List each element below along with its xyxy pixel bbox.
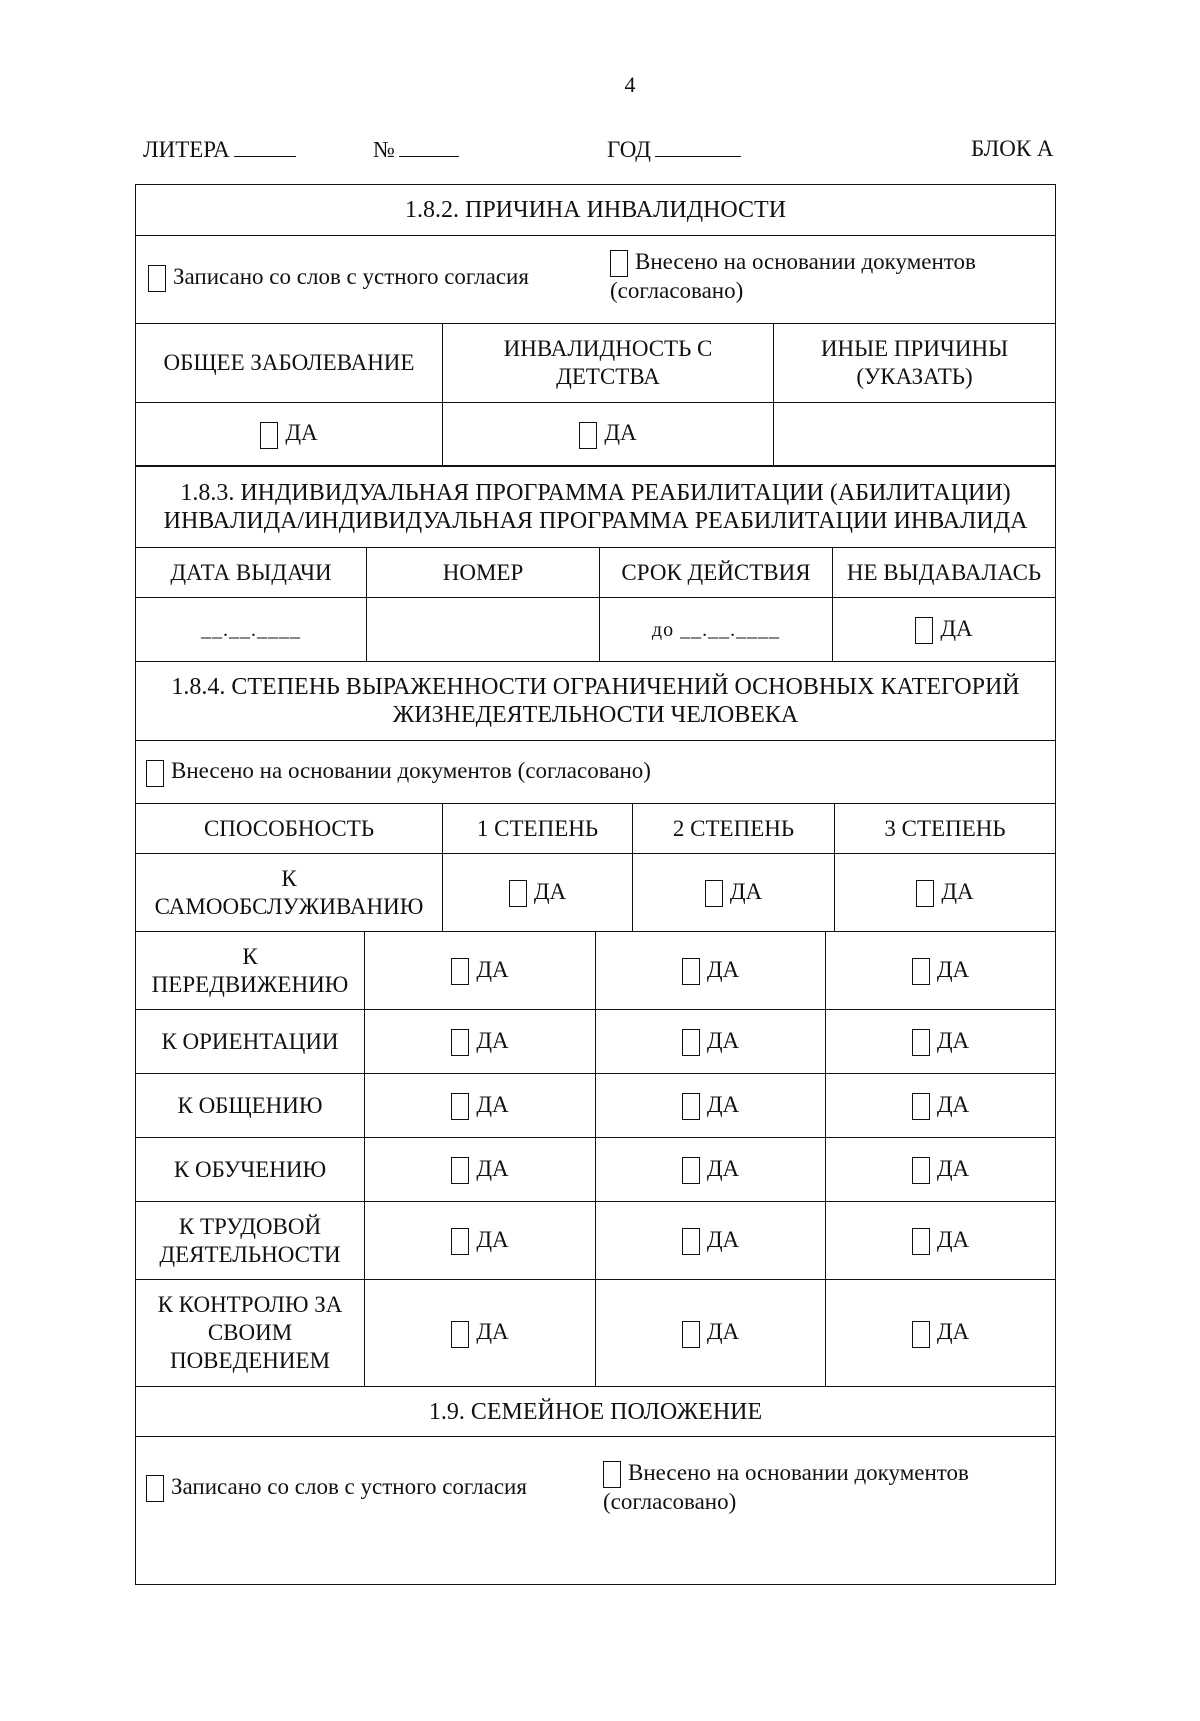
year-label: ГОД	[607, 137, 651, 162]
checkbox-icon[interactable]	[260, 422, 278, 449]
checkbox-icon[interactable]	[682, 1228, 700, 1255]
orientation-deg2[interactable]: ДА	[596, 1010, 826, 1074]
communication-deg3[interactable]: ДА	[826, 1074, 1056, 1138]
option-docs-label-2: (согласовано)	[610, 278, 744, 304]
communication-deg2[interactable]: ДА	[596, 1074, 826, 1138]
issue-date-input[interactable]: __.__.____	[136, 598, 367, 662]
checkbox-icon[interactable]	[916, 880, 934, 907]
checkbox-icon[interactable]	[912, 1029, 930, 1056]
checkbox-icon[interactable]	[912, 1228, 930, 1255]
col-issue-date: ДАТА ВЫДАЧИ	[136, 548, 367, 598]
ability-communication: К ОБЩЕНИЮ	[136, 1074, 365, 1138]
checkbox-icon[interactable]	[451, 1157, 469, 1184]
col-degree-1: 1 СТЕПЕНЬ	[443, 804, 633, 854]
col-degree-3: 3 СТЕПЕНЬ	[835, 804, 1056, 854]
number-label: №	[373, 137, 395, 162]
checkbox-icon[interactable]	[451, 1228, 469, 1255]
ability-work: К ТРУДОВОЙ ДЕЯТЕЛЬНОСТИ	[136, 1202, 365, 1280]
option-documents-1-9[interactable]	[603, 1459, 969, 1516]
behavior-deg1[interactable]: ДА	[365, 1280, 596, 1387]
col-degree-2: 2 СТЕПЕНЬ	[633, 804, 835, 854]
ability-orientation: К ОРИЕНТАЦИИ	[136, 1010, 365, 1074]
checkbox-icon[interactable]	[509, 880, 527, 907]
checkbox-icon[interactable]	[912, 1321, 930, 1348]
checkbox-icon[interactable]	[682, 1321, 700, 1348]
work-deg1[interactable]: ДА	[365, 1202, 596, 1280]
block-label: БЛОК А	[971, 136, 1054, 161]
other-causes-input[interactable]	[774, 403, 1056, 466]
general-yes[interactable]: ДА	[136, 403, 443, 466]
section-title-1-8-4: 1.8.4. СТЕПЕНЬ ВЫРАЖЕННОСТИ ОГРАНИЧЕНИЙ ОСНОВНЫХ КАТЕГОРИЙ ЖИЗНЕДЕЯТЕЛЬНОСТИ ЧЕЛОВЕКА	[136, 662, 1056, 741]
option-oral-label: Записано со слов с устного согласия	[173, 264, 529, 289]
checkbox-icon[interactable]	[705, 880, 723, 907]
checkbox-icon[interactable]	[682, 958, 700, 985]
self-care-deg3[interactable]: ДА	[835, 854, 1056, 932]
number-field[interactable]	[373, 136, 459, 163]
col-other-causes: ИНЫЕ ПРИЧИНЫ (УКАЗАТЬ)	[774, 324, 1056, 403]
learning-deg1[interactable]: ДА	[365, 1138, 596, 1202]
ability-movement: К ПЕРЕДВИЖЕНИЮ	[136, 932, 365, 1010]
col-validity: СРОК ДЕЙСТВИЯ	[600, 548, 833, 598]
checkbox-icon[interactable]	[451, 1321, 469, 1348]
learning-deg3[interactable]: ДА	[826, 1138, 1056, 1202]
validity-input[interactable]: до __.__.____	[600, 598, 833, 662]
learning-deg2[interactable]: ДА	[596, 1138, 826, 1202]
page-number: 4	[624, 72, 636, 97]
checkbox-icon[interactable]	[603, 1461, 621, 1488]
movement-deg1[interactable]: ДА	[365, 932, 596, 1010]
self-care-deg2[interactable]: ДА	[633, 854, 835, 932]
ability-learning: К ОБУЧЕНИЮ	[136, 1138, 365, 1202]
option-oral-consent-1-9[interactable]	[146, 1473, 527, 1502]
checkbox-icon[interactable]	[682, 1093, 700, 1120]
checkbox-icon[interactable]	[682, 1029, 700, 1056]
movement-deg3[interactable]: ДА	[826, 932, 1056, 1010]
work-deg3[interactable]: ДА	[826, 1202, 1056, 1280]
orientation-deg3[interactable]: ДА	[826, 1010, 1056, 1074]
option-docs-label-2: (согласовано)	[603, 1489, 737, 1515]
checkbox-icon[interactable]	[682, 1157, 700, 1184]
year-field[interactable]	[607, 136, 741, 163]
col-not-issued: НЕ ВЫДАВАЛАСЬ	[833, 548, 1056, 598]
communication-deg1[interactable]: ДА	[365, 1074, 596, 1138]
ability-behavior-control: К КОНТРОЛЮ ЗА СВОИМ ПОВЕДЕНИЕМ	[136, 1280, 365, 1387]
option-oral-label: Записано со слов с устного согласия	[171, 1474, 527, 1499]
marital-status-input[interactable]	[136, 1437, 1056, 1585]
number-input[interactable]	[367, 598, 600, 662]
col-general-disease: ОБЩЕЕ ЗАБОЛЕВАНИЕ	[136, 324, 443, 403]
behavior-deg3[interactable]: ДА	[826, 1280, 1056, 1387]
checkbox-icon[interactable]	[912, 958, 930, 985]
col-number: НОМЕР	[367, 548, 600, 598]
section-title-1-8-3: 1.8.3. ИНДИВИДУАЛЬНАЯ ПРОГРАММА РЕАБИЛИТАЦИИ (АБИЛИТАЦИИ) ИНВАЛИДА/ИНДИВИДУАЛЬНАЯ ПРОГРАММА РЕАБИЛИТАЦИИ ИНВАЛИДА	[136, 467, 1056, 548]
checkbox-icon[interactable]	[912, 1157, 930, 1184]
childhood-yes[interactable]: ДА	[443, 403, 774, 466]
rehab-program-table	[135, 466, 1056, 662]
checkbox-icon[interactable]	[451, 1029, 469, 1056]
checkbox-icon[interactable]	[912, 1093, 930, 1120]
section-title-1-9: 1.9. СЕМЕЙНОЕ ПОЛОЖЕНИЕ	[136, 1387, 1056, 1437]
checkbox-icon[interactable]	[148, 265, 166, 292]
work-deg2[interactable]: ДА	[596, 1202, 826, 1280]
option-oral-consent[interactable]	[148, 263, 529, 292]
checkbox-icon[interactable]	[451, 958, 469, 985]
col-childhood: ИНВАЛИДНОСТЬ С ДЕТСТВА	[443, 324, 774, 403]
checkbox-icon[interactable]	[579, 422, 597, 449]
option-docs-label: Внесено на основании документов	[628, 1460, 969, 1485]
movement-deg2[interactable]: ДА	[596, 932, 826, 1010]
limitations-table	[135, 661, 1056, 932]
disability-cause-table	[135, 184, 1056, 466]
litera-label: ЛИТЕРА	[143, 137, 230, 162]
option-documents[interactable]	[610, 248, 976, 305]
limitations-rows-table	[135, 931, 1056, 1387]
checkbox-icon[interactable]	[915, 617, 933, 644]
option-docs-label: Внесено на основании документов	[635, 249, 976, 274]
checkbox-icon[interactable]	[451, 1093, 469, 1120]
not-issued-yes[interactable]: ДА	[833, 598, 1056, 662]
orientation-deg1[interactable]: ДА	[365, 1010, 596, 1074]
checkbox-icon[interactable]	[146, 760, 164, 787]
marital-status-table	[135, 1386, 1056, 1585]
behavior-deg2[interactable]: ДА	[596, 1280, 826, 1387]
litera-field[interactable]	[143, 136, 296, 163]
col-ability: СПОСОБНОСТЬ	[136, 804, 443, 854]
option-documents-1-8-4[interactable]	[136, 741, 1056, 804]
checkbox-icon[interactable]	[146, 1475, 164, 1502]
self-care-deg1[interactable]: ДА	[443, 854, 633, 932]
option-docs-label: Внесено на основании документов (согласовано)	[171, 758, 651, 784]
ability-self-care: К САМООБСЛУЖИВАНИЮ	[136, 854, 443, 932]
section-title-1-8-2: 1.8.2. ПРИЧИНА ИНВАЛИДНОСТИ	[136, 185, 1056, 236]
checkbox-icon[interactable]	[610, 250, 628, 277]
